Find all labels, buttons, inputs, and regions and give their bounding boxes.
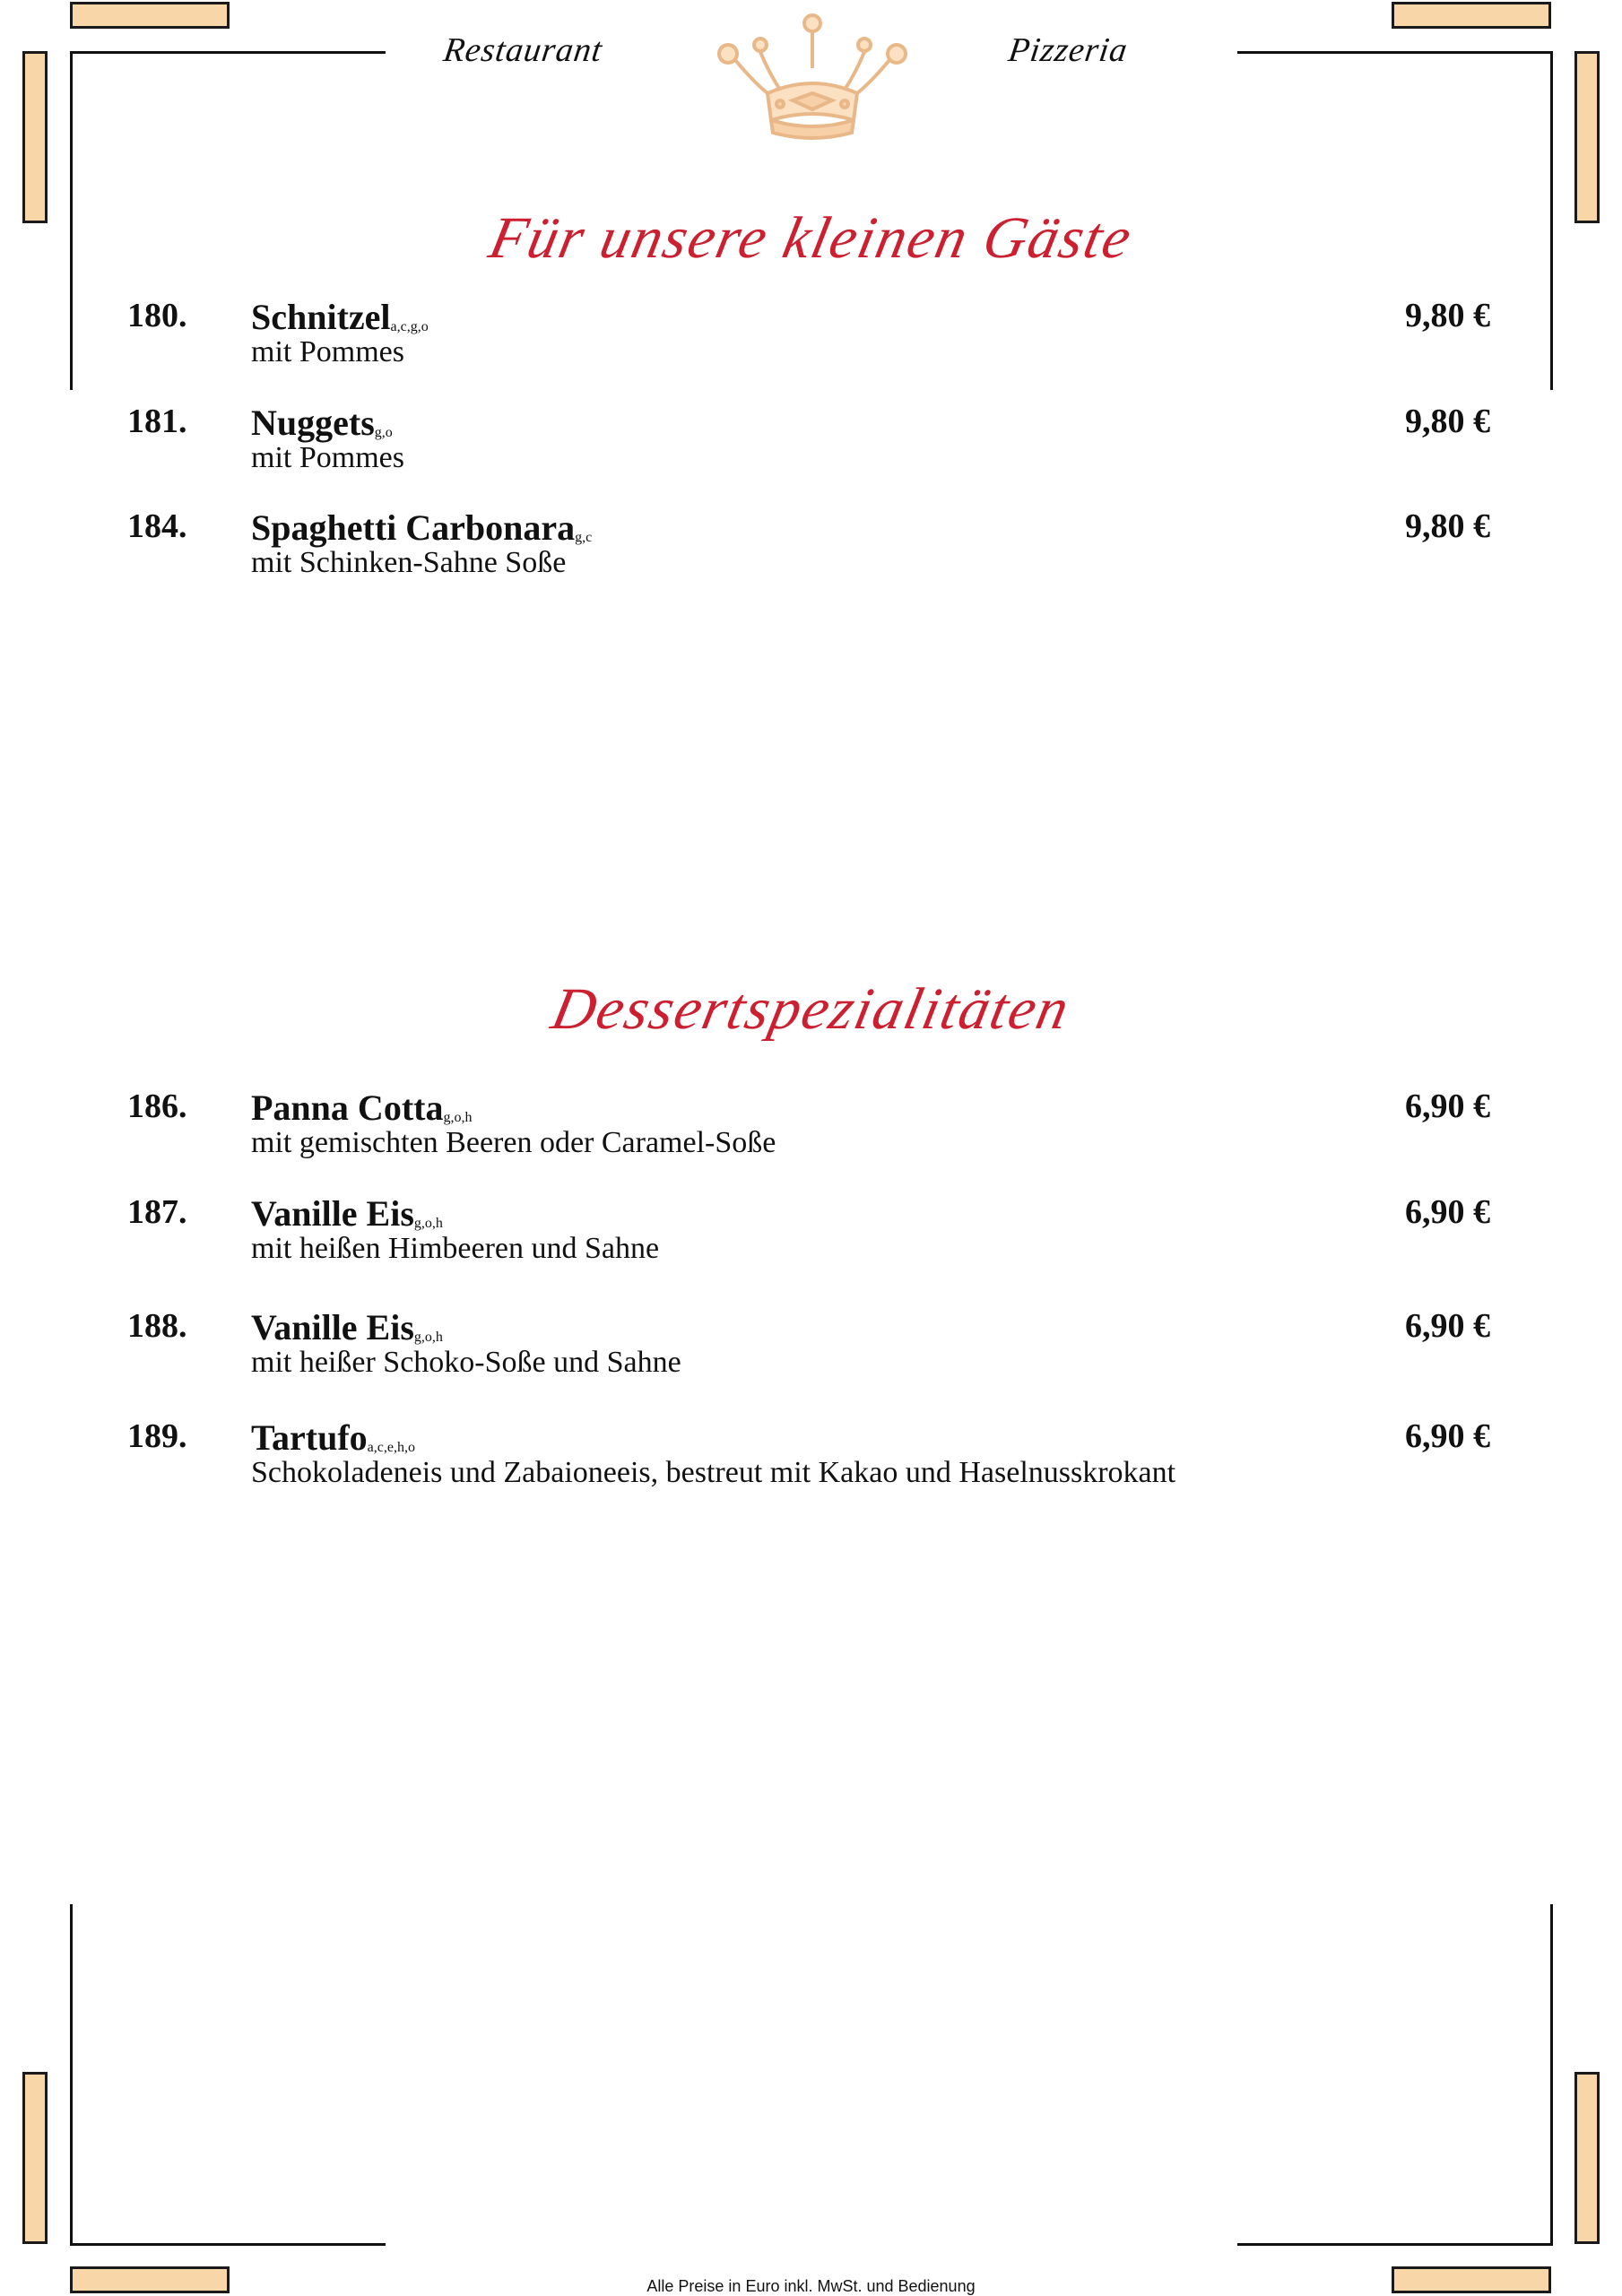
frame-line-bottom-left-v — [70, 1904, 73, 2245]
item-description: mit heißer Schoko-Soße und Sahne — [251, 1346, 681, 1379]
section-title-desserts: Dessertspezialitäten — [546, 976, 1077, 1042]
menu-item — [127, 1087, 1490, 1167]
item-number: 184. — [127, 507, 187, 545]
item-description: mit Pommes — [251, 335, 404, 368]
frame-line-top-right-h — [1237, 51, 1553, 54]
item-description: mit Schinken-Sahne Soße — [251, 546, 567, 579]
frame-line-bottom-left-h — [70, 2243, 386, 2246]
crown-logo-icon — [705, 11, 920, 145]
item-price: 9,80 € — [1405, 403, 1490, 440]
menu-item — [127, 507, 1490, 587]
item-name: Schnitzel$_{a,c,g,o}$ — [251, 297, 429, 337]
frame-line-top-left-h — [70, 51, 386, 54]
item-allergens: a,c,e,h,o — [367, 1440, 415, 1455]
item-price: 6,90 € — [1405, 1307, 1490, 1345]
item-price: 6,90 € — [1405, 1417, 1490, 1455]
menu-item — [127, 296, 1490, 377]
item-number: 181. — [127, 403, 187, 440]
item-name: Tartufo$_{a,c,e,h,o}$ — [251, 1417, 415, 1458]
frame-tab-right-lower — [1574, 2072, 1600, 2244]
item-name: Vanille Eis$_{g,o,h}$ — [251, 1307, 443, 1347]
frame-line-bottom-right-v — [1550, 1904, 1553, 2245]
item-price: 6,90 € — [1405, 1193, 1490, 1231]
item-name: Panna Cotta$_{g,o,h}$ — [251, 1087, 473, 1128]
brand-restaurant: Restaurant — [441, 31, 605, 69]
frame-tab-left-lower — [22, 2072, 48, 2244]
brand-pizzeria: Pizzeria — [1006, 31, 1131, 69]
menu-item — [127, 1306, 1490, 1387]
menu-item — [127, 1192, 1490, 1273]
frame-tab-right-upper — [1574, 51, 1600, 223]
menu-item — [127, 402, 1490, 482]
item-allergens: a,c,g,o — [390, 319, 429, 334]
frame-tab-top-right — [1392, 2, 1551, 29]
frame-tab-left-upper — [22, 51, 48, 223]
item-number: 180. — [127, 297, 187, 334]
item-description: mit heißen Himbeeren und Sahne — [251, 1232, 660, 1265]
item-description: Schokoladeneis und Zabaioneeis, bestreut mit Kakao und Haselnusskrokant — [251, 1456, 1176, 1489]
item-allergens: g,o,h — [413, 1216, 443, 1231]
item-number: 186. — [127, 1087, 187, 1125]
item-number: 187. — [127, 1193, 187, 1231]
item-price: 9,80 € — [1405, 297, 1490, 334]
item-allergens: g,c — [575, 530, 593, 545]
item-number: 188. — [127, 1307, 187, 1345]
section-title-kids: Für unsere kleinen Gäste — [483, 205, 1139, 271]
item-description: mit Pommes — [251, 441, 404, 474]
footer-price-note: Alle Preise in Euro inkl. MwSt. und Bedienung — [646, 2277, 976, 2295]
item-name: Vanille Eis$_{g,o,h}$ — [251, 1193, 443, 1234]
frame-tab-top-left — [70, 2, 230, 29]
item-price: 9,80 € — [1405, 507, 1490, 545]
frame-line-bottom-right-h — [1237, 2243, 1553, 2246]
item-name: Nuggets$_{g,o}$ — [251, 403, 393, 443]
item-number: 189. — [127, 1417, 187, 1455]
item-allergens: g,o,h — [443, 1110, 473, 1125]
item-allergens: g,o — [374, 425, 393, 440]
menu-item — [127, 1417, 1490, 1497]
item-price: 6,90 € — [1405, 1087, 1490, 1125]
item-allergens: g,o,h — [413, 1330, 443, 1345]
item-description: mit gemischten Beeren oder Caramel-Soße — [251, 1126, 776, 1159]
item-name: Spaghetti Carbonara$_{g,c}$ — [251, 507, 593, 548]
